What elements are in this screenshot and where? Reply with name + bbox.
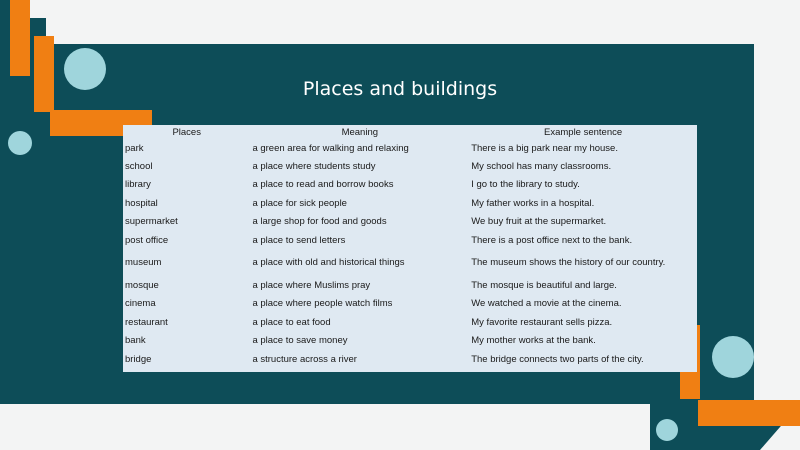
meaning-cell: a place with old and historical things bbox=[252, 257, 405, 269]
place-cell: mosque bbox=[125, 280, 159, 292]
header-example: Example sentence bbox=[544, 126, 623, 138]
decor-orange-bar-2 bbox=[34, 36, 54, 112]
table-row bbox=[123, 332, 697, 350]
slide-title: Places and buildings bbox=[302, 78, 498, 100]
meaning-cell: a place where people watch films bbox=[252, 298, 393, 310]
example-cell: The museum shows the history of our country. bbox=[471, 257, 666, 269]
table-row bbox=[123, 157, 697, 175]
meaning-cell: a structure across a river bbox=[252, 353, 357, 365]
table-row bbox=[123, 249, 697, 276]
table-row bbox=[123, 231, 697, 249]
example-cell: My favorite restaurant sells pizza. bbox=[471, 316, 613, 328]
vocabulary-table bbox=[123, 125, 697, 368]
meaning-cell: a place where students study bbox=[252, 161, 376, 173]
example-cell: The mosque is beautiful and large. bbox=[471, 280, 617, 292]
example-cell: My school has many classrooms. bbox=[471, 161, 612, 173]
place-cell: park bbox=[125, 142, 144, 154]
place-cell: supermarket bbox=[125, 216, 178, 228]
example-cell: The bridge connects two parts of the city. bbox=[471, 353, 644, 365]
example-cell: There is a post office next to the bank. bbox=[471, 234, 633, 246]
meaning-cell: a place to send letters bbox=[252, 234, 346, 246]
place-cell: bank bbox=[125, 335, 146, 347]
place-cell: school bbox=[125, 161, 153, 173]
table-row bbox=[123, 194, 697, 212]
table-row bbox=[123, 313, 697, 331]
table-header-row bbox=[123, 125, 697, 139]
meaning-cell: a place to read and borrow books bbox=[252, 179, 394, 191]
table-row bbox=[123, 295, 697, 313]
place-cell: restaurant bbox=[125, 316, 168, 328]
decor-circle-left bbox=[8, 131, 32, 155]
example-cell: I go to the library to study. bbox=[471, 179, 580, 191]
meaning-cell: a place to save money bbox=[252, 335, 348, 347]
decor-circle-right bbox=[712, 336, 754, 378]
vocabulary-table-card bbox=[123, 125, 697, 372]
example-cell: We watched a movie at the cinema. bbox=[471, 298, 622, 310]
decor-circle-bottom bbox=[656, 419, 678, 441]
place-cell: museum bbox=[125, 257, 162, 269]
example-cell: There is a big park near my house. bbox=[471, 142, 618, 154]
meaning-cell: a place to eat food bbox=[252, 316, 331, 328]
example-cell: My father works in a hospital. bbox=[471, 197, 595, 209]
table-row bbox=[123, 139, 697, 157]
table-row bbox=[123, 276, 697, 294]
meaning-cell: a large shop for food and goods bbox=[252, 216, 387, 228]
place-cell: cinema bbox=[125, 298, 156, 310]
place-cell: hospital bbox=[125, 197, 158, 209]
header-meaning: Meaning bbox=[341, 126, 379, 138]
meaning-cell: a place where Muslims pray bbox=[252, 280, 371, 292]
header-places: Places bbox=[172, 126, 201, 138]
table-row bbox=[123, 213, 697, 231]
decor-orange-bar-5 bbox=[698, 400, 800, 426]
example-cell: My mother works at the bank. bbox=[471, 335, 596, 347]
place-cell: post office bbox=[125, 234, 169, 246]
decor-orange-bar-1 bbox=[10, 0, 30, 76]
example-cell: We buy fruit at the supermarket. bbox=[471, 216, 607, 228]
table-row bbox=[123, 350, 697, 368]
table-row bbox=[123, 176, 697, 194]
meaning-cell: a place for sick people bbox=[252, 197, 347, 209]
place-cell: library bbox=[125, 179, 151, 191]
place-cell: bridge bbox=[125, 353, 152, 365]
meaning-cell: a green area for walking and relaxing bbox=[252, 142, 409, 154]
